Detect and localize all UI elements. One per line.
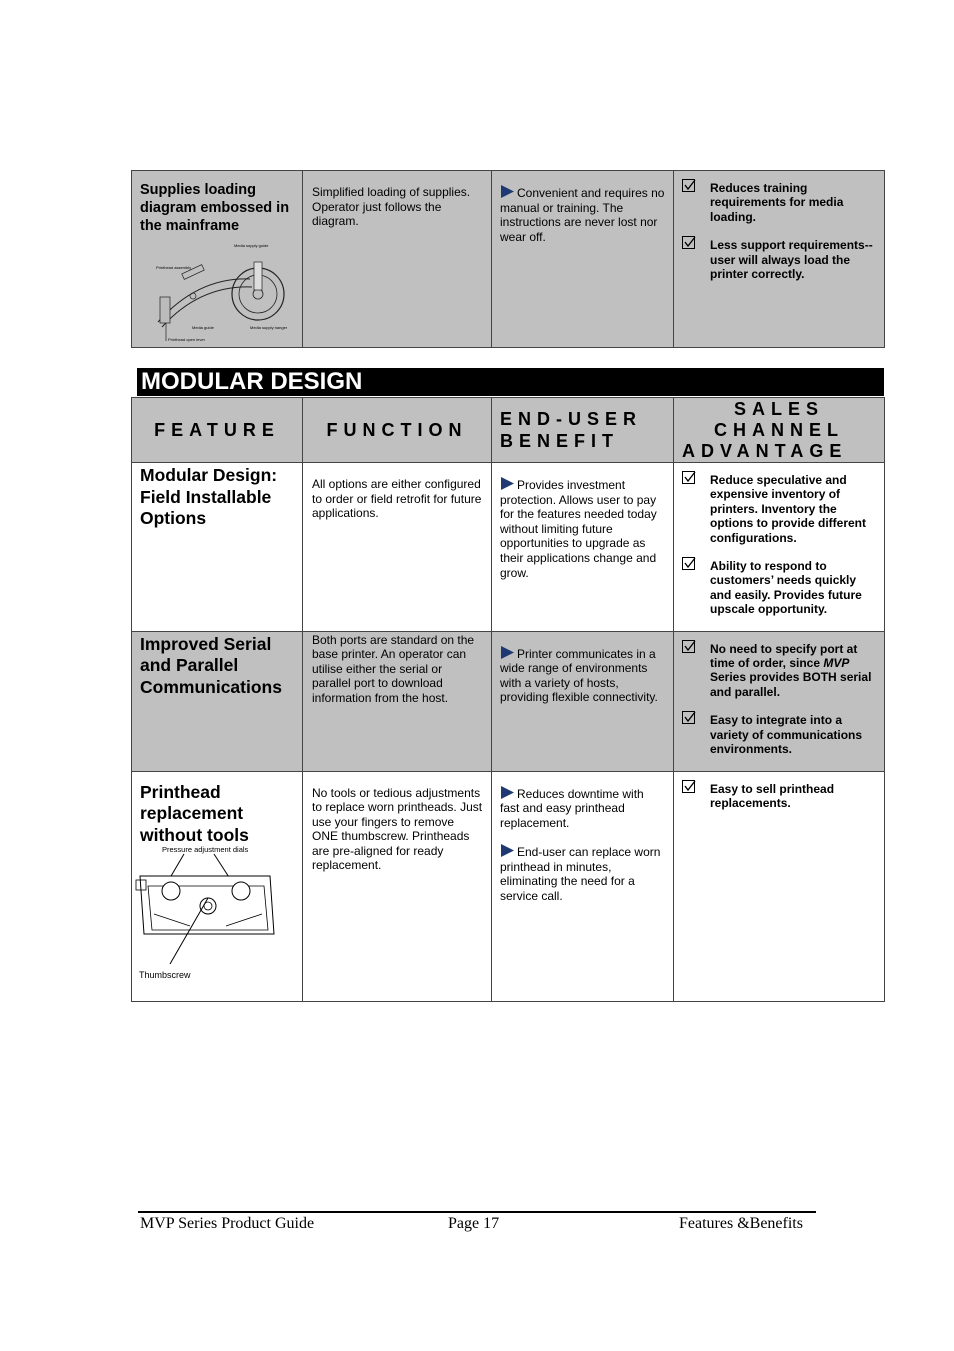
flag-icon	[500, 185, 514, 198]
checkbox-checked-icon	[682, 471, 696, 485]
checkbox-checked-icon	[682, 711, 696, 725]
top-feature-table	[131, 170, 885, 348]
header-benefit: END-USER BENEFIT	[500, 409, 643, 451]
page-number: Page 17	[448, 1215, 500, 1232]
feature-title: Supplies loading diagram embossed in the mainframe	[140, 182, 290, 234]
checkbox-checked-icon	[682, 236, 696, 250]
flag-icon	[500, 477, 514, 490]
benefit-text: End-user can replace worn printhead in minutes, eliminating the need for a service call.	[500, 845, 661, 904]
advantage-text: Reduces training requirements for media loading.	[710, 181, 844, 224]
feature-title: Printhead replacement without tools	[140, 781, 249, 845]
flag-icon	[500, 646, 514, 659]
flag-icon	[500, 844, 514, 857]
benefit-text: Printer communicates in a wide range of environments with a variety of hosts, providing flexible connectivity.	[500, 646, 658, 705]
footer-section: Features &Benefits	[679, 1215, 803, 1232]
diagram-label-pressure-dials: Pressure adjustment dials	[162, 846, 249, 854]
footer-rule	[138, 1211, 816, 1213]
supplies-loading-diagram	[138, 237, 298, 347]
section-title: MODULAR DESIGN	[137, 368, 884, 396]
function-text: No tools or tedious adjustments to replace worn printheads. Just use your fingers to remove ONE thumbscrew. Printheads are pre-aligned for ready replacement.	[312, 785, 483, 873]
advantage-text: Reduce speculative and expensive inventory of printers. Inventory the options to provide different configurations.	[710, 473, 866, 545]
table-row	[132, 631, 885, 771]
function-text: All options are either configured to order or field retrofit for future applications.	[312, 477, 482, 521]
benefit-cell	[492, 171, 674, 348]
function-text: Both ports are standard on the base printer. An operator can utilise either the serial or parallel port to download information from the host.	[312, 632, 475, 706]
table-row	[132, 771, 885, 1001]
advantage-text: No need to specify port at time of order, since MVP Series provides BOTH serial and parallel.	[710, 641, 872, 699]
benefit-text: Provides investment protection. Allows user to pay for the features needed today without limiting future opportunities to upgrade as their applications change and grow.	[500, 478, 657, 580]
footer-title: MVP Series Product Guide	[140, 1215, 315, 1232]
function-cell	[303, 171, 492, 348]
advantage-text: Ability to respond to customers’ needs quickly and easily. Provides future upscale opportunity.	[710, 559, 862, 617]
diagram-label-printhead-open-lever: Printhead open lever	[168, 337, 205, 342]
function-text: Simplified loading of supplies. Operator just follows the diagram.	[312, 185, 471, 229]
diagram-label-media-supply-hanger: Media supply hanger	[250, 325, 288, 330]
benefit-text: Reduces downtime with fast and easy printhead replacement.	[500, 786, 644, 830]
flag-icon	[500, 786, 514, 799]
checkbox-checked-icon	[682, 557, 696, 571]
feature-title: Improved Serial and Parallel Communications	[140, 633, 282, 697]
table-row	[132, 463, 885, 632]
diagram-label-thumbscrew: Thumbscrew	[139, 970, 191, 980]
diagram-label-media-supply-guide: Media supply guide	[234, 243, 269, 248]
header-advantage: SALES CHANNEL ADVANTAGE	[682, 399, 848, 461]
benefit-text: Convenient and requires no manual or training. The instructions are never lost nor wear off.	[500, 186, 665, 244]
modular-design-table	[131, 397, 885, 1002]
advantage-text: Easy to sell printhead replacements.	[710, 781, 835, 810]
diagram-label-printhead-assembly: Printhead assembly	[156, 265, 192, 270]
diagram-label-media-guide: Media guide	[192, 325, 214, 330]
checkbox-checked-icon	[682, 780, 696, 794]
checkbox-checked-icon	[682, 179, 696, 193]
advantage-cell	[674, 171, 885, 348]
feature-title: Modular Design: Field Installable Options	[140, 465, 278, 528]
advantage-text: Easy to integrate into a variety of communications environments.	[710, 713, 863, 757]
header-function: FUNCTION	[326, 419, 468, 440]
printhead-diagram	[134, 846, 294, 986]
checkbox-checked-icon	[682, 640, 696, 654]
header-row	[132, 398, 885, 463]
advantage-text: Less support requirements-- user will always load the printer correctly.	[710, 238, 873, 282]
feature-cell	[132, 171, 303, 348]
header-feature: FEATURE	[154, 419, 280, 440]
